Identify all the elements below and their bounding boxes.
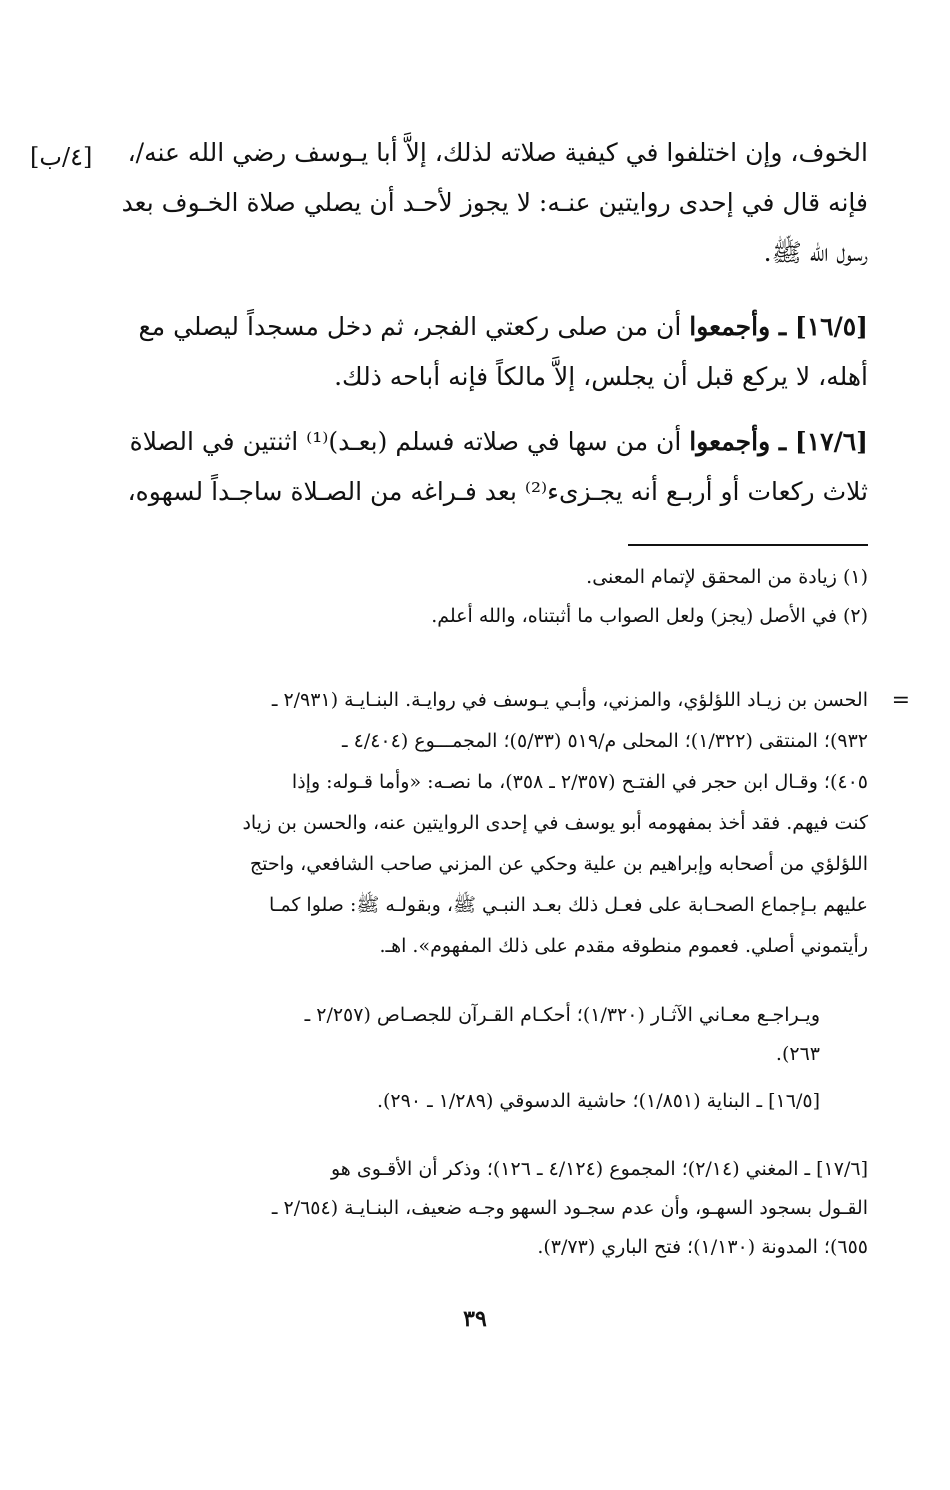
main-paragraph-1 xyxy=(121,128,868,278)
text-line: ٩٣٢)؛ المنتقى (١/٣٢٢)؛ المحلى م/٥١٩ (٥/٣٣)؛ المجمـــوع (٤/٤٠٤ ـ xyxy=(342,730,868,752)
text-line: [١٧/٦] ـ المغني (٢/١٤)؛ المجموع (٤/١٢٤ ـ ١٢٦)؛ وذكر أن الأقـوى هو xyxy=(330,1158,868,1180)
text-line: القـول بسجود السهـو، وأن عدم سجـود السهو وجـه ضعيف، البنـايـة (٢/٦٥٤ ـ xyxy=(271,1197,868,1219)
text-line: [١٦/٥] ـ البناية (١/٨٥١)؛ حاشية الدسوقي (١/٢٨٩ ـ ٢٩٠). xyxy=(376,1090,820,1112)
note-paragraph-3 xyxy=(130,1082,820,1121)
entry-number: [١٧/٦] xyxy=(794,427,868,456)
entry-lead: ـ وأجمعوا xyxy=(689,312,795,341)
note-paragraph-2 xyxy=(130,996,820,1074)
note-paragraph-1 xyxy=(130,680,868,967)
note-paragraph-4 xyxy=(130,1150,868,1267)
text-line: رأيتموني أصلي. فعموم منطوقه مقدم على ذلك المفهوم». اهـ. xyxy=(379,935,868,957)
continuation-mark: = xyxy=(891,688,910,713)
text-line xyxy=(130,302,868,352)
footnote-2: (٢) في الأصل (يجز) ولعل الصواب ما أثبتناه، والله أعلم. xyxy=(431,605,868,627)
text-line: الخوف، وإن اختلفوا في كيفية صلاته لذلك، إلاَّ أبا يـوسف رضي الله عنه/، xyxy=(127,138,868,167)
main-paragraph-2 xyxy=(130,302,868,402)
footnote-1: (١) زيادة من المحقق لإتمام المعنى. xyxy=(586,566,868,588)
text-line: الحسن بن زيـاد اللؤلؤي، والمزني، وأبـي يـوسف في روايـة. البنـايـة (٢/٩٣١ ـ xyxy=(271,689,868,711)
entry-text: أن من سها في صلاته فسلم (بعـد)⁽¹⁾ اثنتين في الصلاة xyxy=(129,427,690,456)
text-line: ٢٦٣). xyxy=(775,1043,820,1065)
main-paragraph-3 xyxy=(127,417,868,517)
entry-text: أن من صلى ركعتي الفجر، ثم دخل مسجداً ليصلي مع xyxy=(138,312,690,341)
text-line: أهله، لا يركع قبل أن يجلس، إلاَّ مالكاً فإنه أباحه ذلك. xyxy=(334,362,868,391)
footnote-separator xyxy=(628,544,868,546)
entry-lead: ـ وأجمعوا xyxy=(689,427,795,456)
text-line: ٤٠٥)؛ وقـال ابن حجر في الفتـح (٢/٣٥٧ ـ ٣٥٨)، ما نصـه: «وأما قـوله: وإذا xyxy=(291,771,868,793)
text-line: رسول الله ﷺ. xyxy=(763,238,868,267)
text-line: ويـراجـع معـاني الآثـار (١/٣٢٠)؛ أحكـام القـرآن للجصـاص (٢/٢٥٧ ـ xyxy=(304,1004,820,1026)
text-line: كنت فيهم. فقد أخذ بمفهومه أبو يوسف في إحدى الروايتين عنه، والحسن بن زياد xyxy=(242,812,868,834)
entry-number: [١٦/٥] xyxy=(794,312,868,341)
manuscript-folio-ref: [٤/ب] xyxy=(30,143,93,171)
text-line: اللؤلؤي من أصحابه وإبراهيم بن علية وحكي عن المزني صاحب الشافعي، واحتج xyxy=(249,853,868,875)
text-line: ثلاث ركعات أو أربـع أنه يجـزىء⁽²⁾ بعد فـراغه من الصـلاة ساجـداً لسهوه، xyxy=(127,477,868,506)
footnotes xyxy=(130,558,868,636)
text-line: ٦٥٥)؛ المدونة (١/١٣٠)؛ فتح الباري (٣/٧٣). xyxy=(537,1236,868,1258)
text-line xyxy=(130,417,868,467)
text-line: فإنه قال في إحدى روايتين عنـه: لا يجوز لأحـد أن يصلي صلاة الخـوف بعد xyxy=(121,188,868,217)
page-number: ٣٩ xyxy=(463,1306,487,1332)
text-line: عليهم بـإجماع الصحـابة على فعـل ذلك بعـد النبـي ﷺ، وبقولـه ﷺ: صلوا كمـا xyxy=(268,894,868,916)
